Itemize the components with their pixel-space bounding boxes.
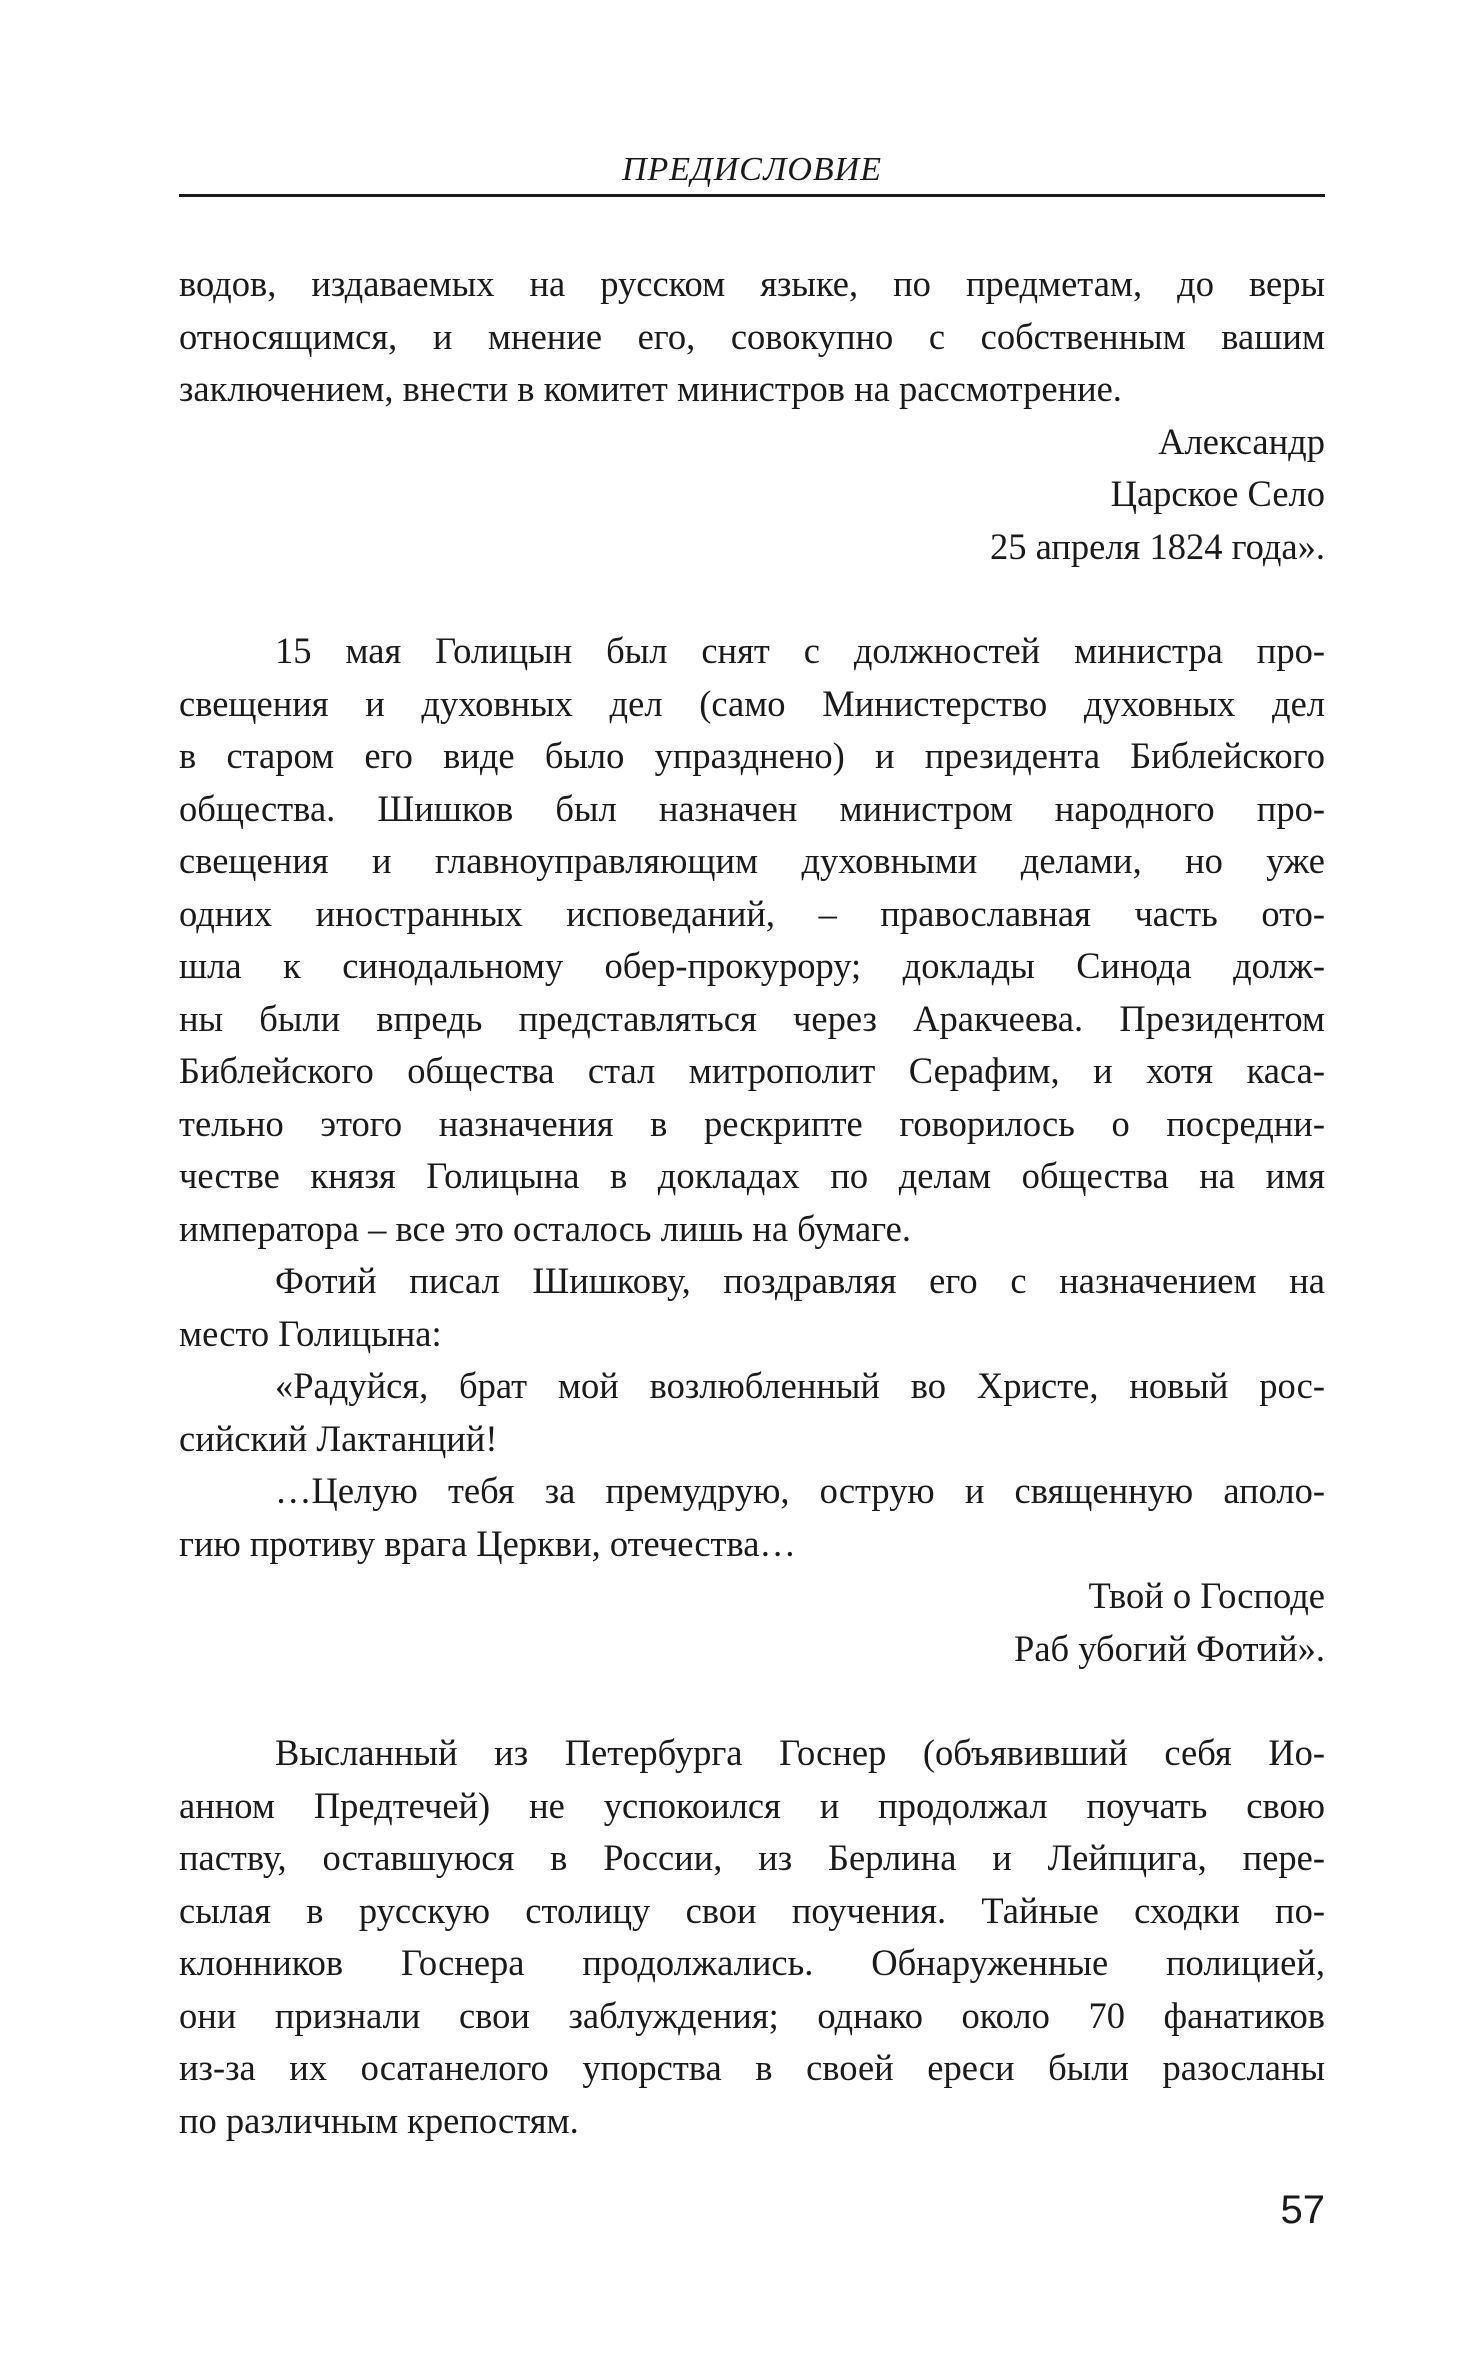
text-line: водов, издаваемых на русском языке, по предметам, до веры <box>179 263 1325 304</box>
text-line: общества. Шишков был назначен министром народного про- <box>179 787 1325 829</box>
text-line: они признали свои заблуждения; однако около 70 фанатиков <box>179 1994 1325 2036</box>
text-line: 15 мая Голицын был снят с должностей министра про- <box>275 630 1325 671</box>
paragraph-gap <box>179 573 1325 625</box>
text-line: ны были впредь представляться через Аракчеева. Президентом <box>179 997 1325 1039</box>
text-line: императора – все это осталось лишь на бумаге. <box>179 1207 911 1249</box>
text-line: гию противу врага Церкви, отечества… <box>179 1522 796 1564</box>
text-line: свещения и духовных дел (само Министерство духовных дел <box>179 682 1325 724</box>
text-line: паству, оставшуюся в России, из Берлина и Лейпцига, пере- <box>179 1837 1325 1878</box>
header-rule <box>179 194 1325 197</box>
text-line: по различным крепостям. <box>179 2099 579 2141</box>
page-number: 57 <box>1280 2188 1325 2232</box>
text-line: заключением, внести в комитет министров на рассмотрение. <box>179 368 1122 409</box>
running-head: ПРЕДИСЛОВИЕ <box>621 151 883 188</box>
text-line: сийский Лактанций! <box>179 1417 498 1459</box>
text-line: шла к синодальному обер-прокурору; доклады Синода долж- <box>179 945 1325 986</box>
text-line: тельно этого назначения в рескрипте говорилось о посредни- <box>179 1102 1325 1144</box>
text-line: …Целую тебя за премудрую, острую и священную аполо- <box>275 1470 1325 1511</box>
text-line: Высланный из Петербурга Госнер (объявивший себя Ио- <box>275 1732 1325 1773</box>
text-line: сылая в русскую столицу свои поучения. Тайные сходки по- <box>179 1889 1325 1931</box>
text-line: свещения и главноуправляющим духовными делами, но уже <box>179 840 1325 881</box>
text-line: анном Предтечей) не успокоился и продолжал поучать свою <box>179 1784 1325 1826</box>
body-text <box>179 258 1325 2147</box>
text-line: «Радуйся, брат мой возлюбленный во Христе, новый рос- <box>275 1365 1325 1406</box>
text-line: относящимся, и мнение его, совокупно с собственным вашим <box>179 315 1325 357</box>
text-line: Фотий писал Шишкову, поздравляя его с назначением на <box>275 1260 1325 1301</box>
text-line: 25 апреля 1824 года». <box>990 525 1325 567</box>
text-line: Раб убогий Фотий». <box>1014 1627 1325 1669</box>
text-line: клонников Госнера продолжались. Обнаруженные полицией, <box>179 1942 1325 1983</box>
text-line: Царское Село <box>1110 473 1325 514</box>
text-line: Библейского общества стал митрополит Серафим, и хотя каса- <box>179 1050 1325 1091</box>
text-line: одних иностранных исповеданий, – православная часть ото- <box>179 892 1325 934</box>
text-line: в старом его виде было упразднено) и президента Библейского <box>179 735 1325 776</box>
text-line: Твой о Господе <box>1088 1575 1325 1616</box>
text-line: Александр <box>1158 420 1325 462</box>
text-line: место Голицына: <box>179 1312 442 1354</box>
text-line: честве князя Голицына в докладах по делам общества на имя <box>179 1155 1325 1196</box>
text-line: из-за их осатанелого упорства в своей ереси были разосланы <box>179 2047 1325 2088</box>
paragraph-gap <box>179 1675 1325 1727</box>
